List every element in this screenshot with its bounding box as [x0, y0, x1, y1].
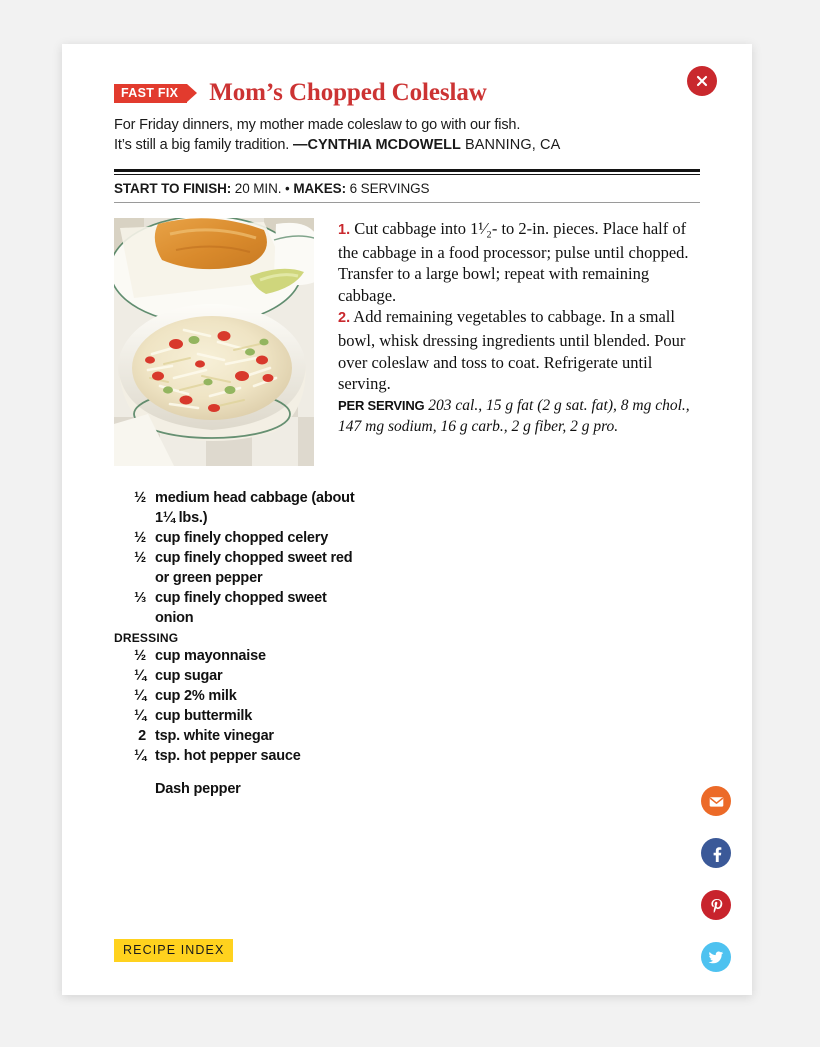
ingredient-item: [114, 646, 364, 666]
pinterest-icon: [708, 897, 725, 914]
recipe-author-city: BANNING, CA: [460, 137, 561, 153]
ingredient-amount: 2: [138, 728, 146, 744]
ingredient-text: cup finely chopped sweet red or green pepper: [155, 550, 353, 586]
facebook-share-button[interactable]: [701, 838, 731, 868]
recipe-step: [338, 306, 700, 394]
blurb-line-2: It’s still a big family tradition.: [114, 137, 294, 153]
email-share-button[interactable]: [701, 786, 731, 816]
nutrition-info: [338, 395, 700, 438]
ingredient-amount: ¼: [134, 668, 146, 684]
social-share-bar: [701, 786, 731, 972]
divider-hairline: [114, 202, 700, 203]
recipe-steps: [338, 218, 700, 466]
ingredient-text: cup buttermilk: [155, 708, 253, 724]
recipe-header: [114, 80, 700, 106]
ingredient-item: [114, 548, 364, 588]
recipe-step: [338, 218, 700, 306]
recipe-photo: [114, 218, 314, 466]
ingredient-item: [114, 686, 364, 706]
recipe-content: [114, 80, 700, 799]
recipe-blurb: [114, 115, 700, 155]
ingredient-amount: ½: [134, 550, 146, 566]
ingredient-text: tsp. white vinegar: [155, 728, 274, 744]
start-to-finish-value: 20 MIN. •: [231, 181, 294, 196]
step-number: 1.: [338, 222, 351, 238]
ingredient-item: [114, 726, 364, 746]
ingredient-text: medium head cabbage (about 1¼ lbs.): [155, 490, 355, 526]
ingredient-text: cup sugar: [155, 668, 223, 684]
pinterest-share-button[interactable]: [701, 890, 731, 920]
step-text: Cut cabbage into 1¹⁄₂- to 2-in. pieces. Place half of the cabbage in a food processor; pulse until chopped. Transfer to a large bowl; repeat with remaining cabbage.: [338, 219, 689, 305]
ingredient-amount: ½: [134, 490, 146, 506]
makes-label: MAKES:: [293, 181, 346, 196]
ingredient-text: cup finely chopped sweet onion: [155, 590, 327, 626]
ingredient-text: cup 2% milk: [155, 688, 237, 704]
blurb-line-1: For Friday dinners, my mother made coleslaw to go with our fish.: [114, 117, 521, 133]
ingredient-amount: ¼: [134, 748, 146, 764]
facebook-icon: [708, 845, 725, 862]
ingredient-item: [114, 488, 364, 528]
nutrition-values: 203 cal., 15 g fat (2 g sat. fat), 8 mg chol., 147 mg sodium, 16 g carb., 2 g fiber, 2 g pro.: [338, 396, 690, 436]
recipe-card: [62, 44, 752, 995]
ingredient-item: [114, 779, 364, 799]
dressing-section-header: DRESSING: [114, 631, 179, 645]
ingredient-text: cup finely chopped celery: [155, 530, 329, 546]
ingredient-text: cup mayonnaise: [155, 648, 266, 664]
twitter-share-button[interactable]: [701, 942, 731, 972]
twitter-icon: [707, 948, 725, 966]
fast-fix-badge: FAST FIX: [114, 84, 187, 103]
recipe-index-button[interactable]: RECIPE INDEX: [114, 939, 233, 962]
recipe-meta: [114, 175, 700, 202]
ingredient-item: [114, 666, 364, 686]
ingredient-amount: ⅓: [134, 590, 146, 606]
ingredient-item: [114, 528, 364, 548]
step-number: 2.: [338, 310, 351, 327]
ingredient-amount: ½: [134, 648, 146, 664]
step-text: Add remaining vegetables to cabbage. In a small bowl, whisk dressing ingredients until blended. Pour over coleslaw and toss to coat. Refrigerate until serving.: [338, 307, 686, 394]
nutrition-label: PER SERVING: [338, 397, 425, 413]
ingredients-list: [114, 488, 364, 799]
ingredient-item: [114, 746, 364, 766]
makes-value: 6 SERVINGS: [345, 181, 430, 196]
ingredient-amount: ¼: [134, 688, 146, 704]
recipe-body: [114, 218, 700, 466]
recipe-author: —CYNTHIA MCDOWELL: [293, 137, 461, 153]
ingredient-item: [114, 706, 364, 726]
ingredient-item: [114, 588, 364, 628]
ingredient-amount: ¼: [134, 708, 146, 724]
email-icon: [708, 793, 725, 810]
divider-thick: [114, 169, 700, 172]
ingredient-text: tsp. hot pepper sauce: [155, 748, 301, 764]
start-to-finish-label: START TO FINISH:: [114, 181, 232, 196]
page-title: Mom’s Chopped Coleslaw: [209, 79, 487, 106]
ingredient-text: Dash pepper: [155, 781, 241, 797]
ingredient-amount: ½: [134, 530, 146, 546]
